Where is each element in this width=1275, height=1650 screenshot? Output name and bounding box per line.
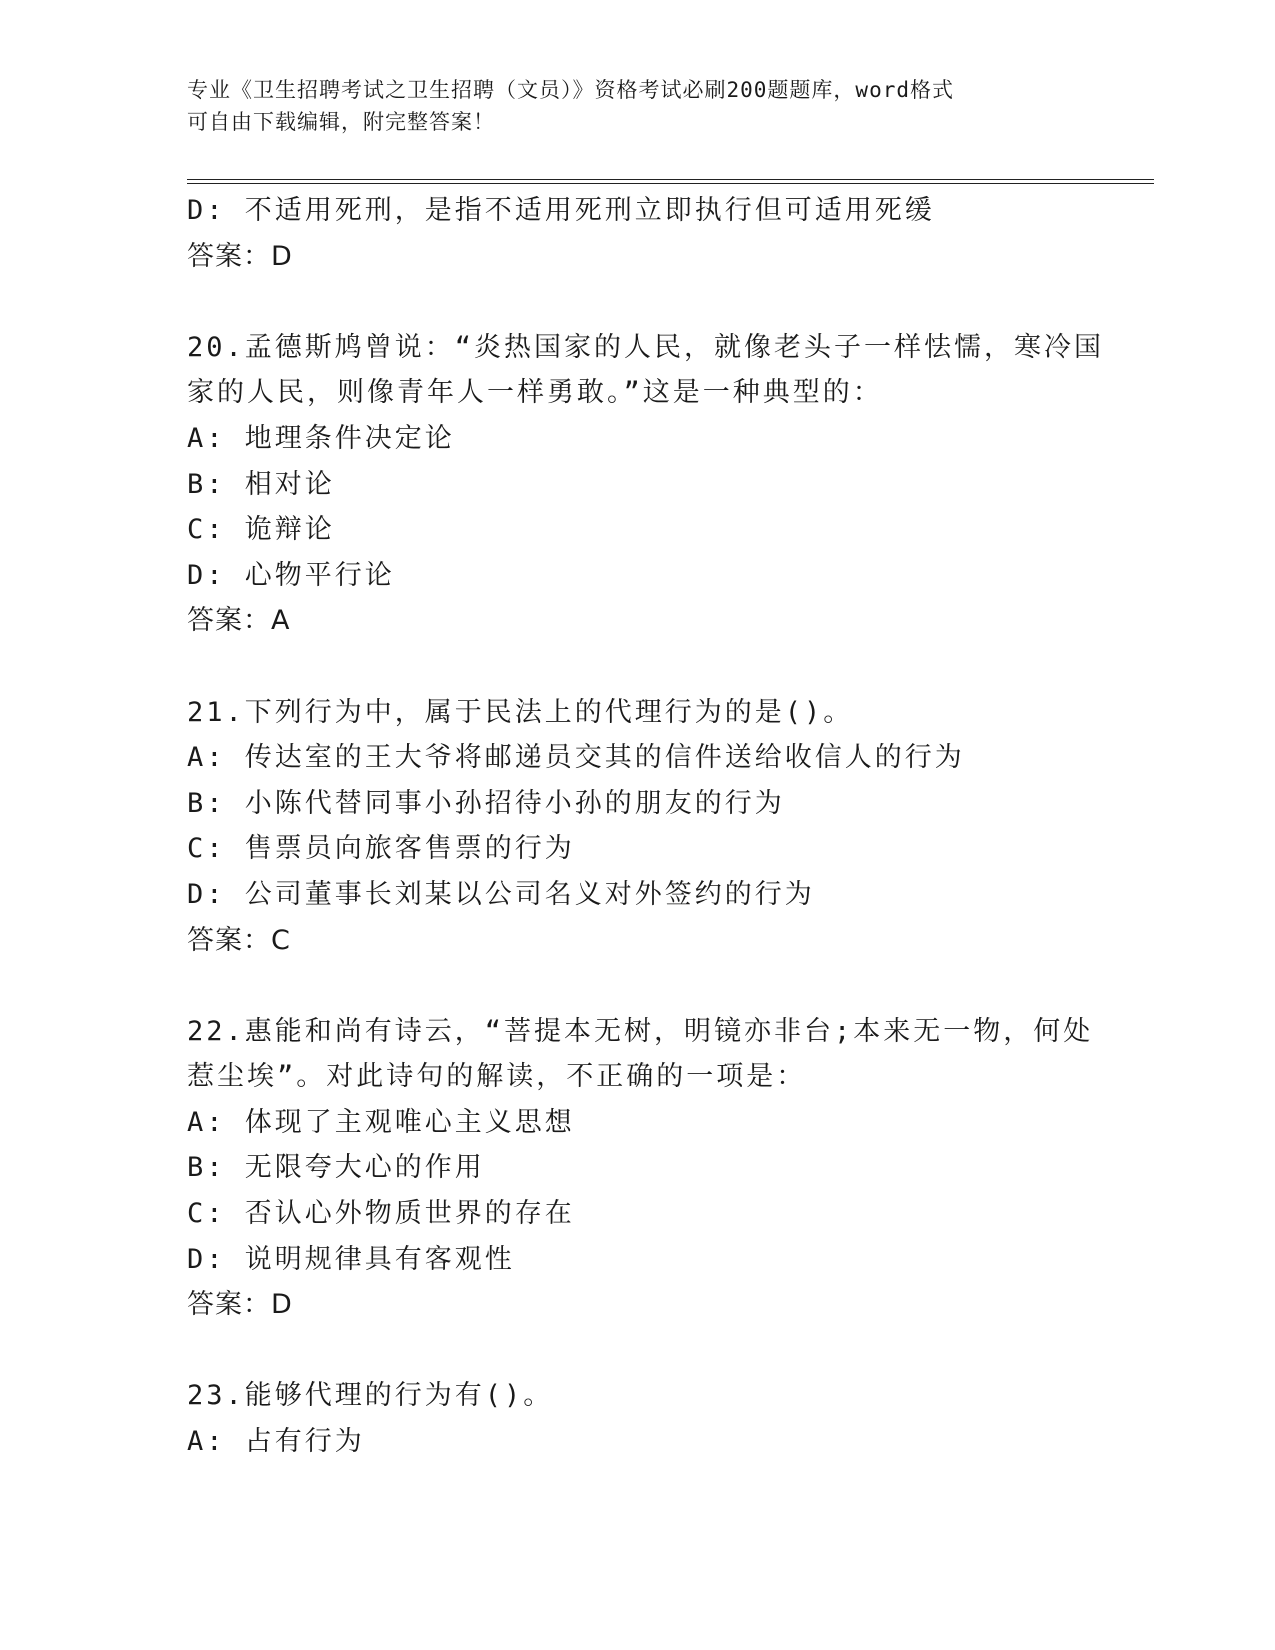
question-stem: 20.孟德斯鸠曾说：“炎热国家的人民，就像老头子一样怯懦，寒冷国	[187, 331, 1105, 363]
header-divider-top	[187, 179, 1154, 180]
question-stem: 21.下列行为中，属于民法上的代理行为的是()。	[187, 696, 854, 728]
header-divider-bottom	[187, 183, 1154, 184]
option-c: C: 诡辩论	[187, 514, 335, 546]
spacer	[187, 279, 1147, 325]
option-b: B: 相对论	[187, 468, 335, 500]
option-b: B: 无限夸大心的作用	[187, 1152, 485, 1184]
option-d: D: 不适用死刑，是指不适用死刑立即执行但可适用死缓	[187, 195, 935, 226]
question-stem: 23.能够代理的行为有()。	[187, 1380, 554, 1412]
header-title-line-1: 专业《卫生招聘考试之卫生招聘（文员）》资格考试必刷200题题库，word格式	[187, 78, 954, 102]
document-header	[187, 74, 1087, 138]
option-d: D: 公司董事长刘某以公司名义对外签约的行为	[187, 878, 815, 910]
question-block-20	[187, 325, 1147, 644]
question-block-21	[187, 690, 1147, 964]
question-stem-continued: 惹尘埃”。对此诗句的解读，不正确的一项是：	[187, 1061, 807, 1093]
option-b: B: 小陈代替同事小孙招待小孙的朋友的行为	[187, 787, 785, 819]
question-stem: 22.惠能和尚有诗云，“菩提本无树，明镜亦非台;本来无一物，何处	[187, 1015, 1094, 1047]
option-a: A: 体现了主观唯心主义思想	[187, 1106, 575, 1138]
option-a: A: 传达室的王大爷将邮递员交其的信件送给收信人的行为	[187, 742, 965, 774]
question-stem-continued: 家的人民，则像青年人一样勇敢。”这是一种典型的：	[187, 377, 883, 409]
spacer	[187, 963, 1147, 1009]
spacer	[187, 644, 1147, 690]
option-a: A: 占有行为	[187, 1426, 365, 1458]
option-c: C: 售票员向旅客售票的行为	[187, 833, 575, 865]
option-a: A: 地理条件决定论	[187, 422, 455, 454]
option-c: C: 否认心外物质世界的存在	[187, 1198, 575, 1230]
spacer	[187, 1328, 1147, 1374]
question-block-23	[187, 1373, 1147, 1464]
header-title-line-2: 可自由下载编辑，附完整答案！	[187, 110, 495, 134]
question-block-22	[187, 1009, 1147, 1328]
option-d: D: 说明规律具有客观性	[187, 1243, 515, 1275]
question-block-prev	[187, 188, 1147, 279]
answer-line: 答案：C	[187, 924, 291, 956]
question-list	[187, 188, 1147, 1465]
answer-line: 答案：D	[187, 240, 293, 272]
answer-line: 答案：D	[187, 1289, 293, 1321]
option-d: D: 心物平行论	[187, 559, 395, 591]
answer-line: 答案：A	[187, 605, 291, 637]
